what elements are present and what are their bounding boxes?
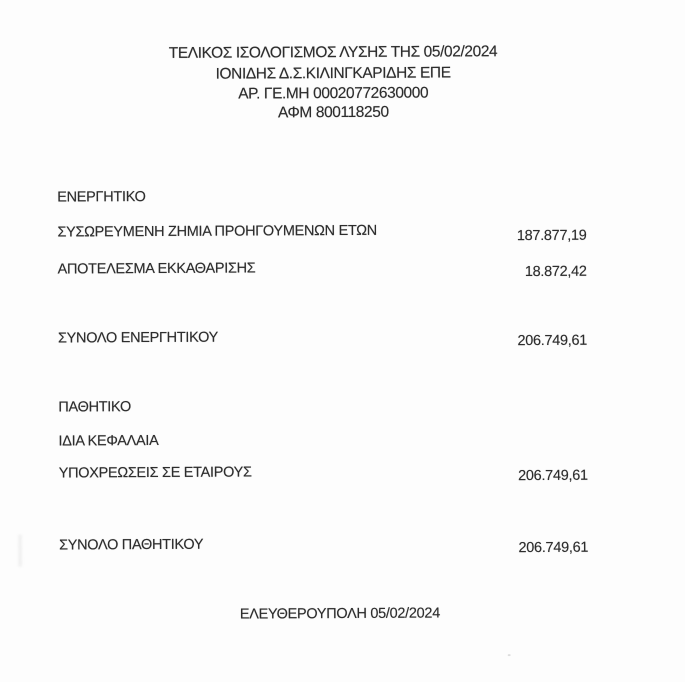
scan-edge-smudge-artifact: [18, 535, 22, 567]
registry-number: ΑΡ. ΓΕ.ΜΗ 00020772630000: [238, 84, 429, 103]
liabilities-total-label: ΣΥΝΟΛΟ ΠΑΘΗΤΙΚΟΥ: [59, 536, 204, 554]
liabilities-row-label: ΥΠΟΧΡΕΩΣΕΙΣ ΣΕ ΕΤΑΙΡΟΥΣ: [58, 464, 252, 482]
footer-place-date: ΕΛΕΥΘΕΡΟΥΠΟΛΗ 05/02/2024: [239, 605, 440, 623]
assets-row-label: ΑΠΟΤΕΛΕΣΜΑ ΕΚΚΑΘΑΡΙΣΗΣ: [57, 260, 256, 278]
assets-total-value: 206.749,61: [517, 332, 588, 350]
assets-total-label: ΣΥΝΟΛΟ ΕΝΕΡΓΗΤΙΚΟΥ: [57, 329, 218, 347]
liabilities-section-heading: ΠΑΘΗΤΙΚΟ: [58, 399, 131, 416]
document-title: ΤΕΛΙΚΟΣ ΙΣΟΛΟΓΙΣΜΟΣ ΛΥΣΗΣ ΤΗΣ 05/02/2024: [168, 43, 498, 62]
equity-subheading: ΙΔΙΑ ΚΕΦΑΛΑΙΑ: [58, 432, 159, 450]
scan-speck-artifact: [508, 654, 511, 656]
assets-row-label: ΣΥΣΩΡΕΥΜΕΝΗ ΖΗΜΙΑ ΠΡΟΗΓΟΥΜΕΝΩΝ ΕΤΩΝ: [57, 222, 377, 241]
assets-row-value: 187.877,19: [516, 227, 587, 245]
assets-row-value: 18.872,42: [524, 263, 587, 281]
tax-id: ΑΦΜ 800118250: [277, 103, 389, 122]
assets-section-heading: ΕΝΕΡΓΗΤΙΚΟ: [57, 189, 146, 206]
liabilities-row-value: 206.749,61: [518, 467, 588, 485]
liabilities-total-value: 206.749,61: [518, 539, 589, 557]
company-name: ΙΟΝΙΔΗΣ Δ.Σ.ΚΙΛΙΝΓΚΑΡΙΔΗΣ ΕΠΕ: [215, 64, 451, 83]
